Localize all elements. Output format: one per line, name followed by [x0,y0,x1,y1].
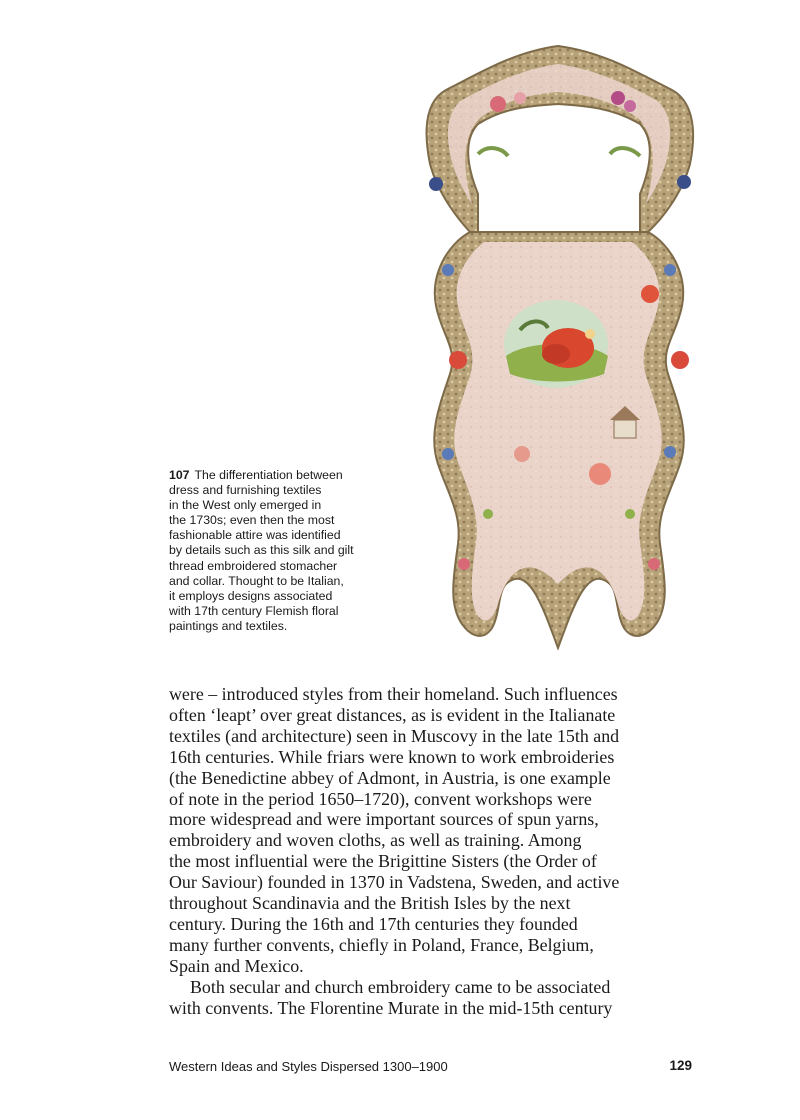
body-line: were – introduced styles from their homeland. Such influences [169,684,618,704]
body-line: of note in the period 1650–1720), convent workshops were [169,788,592,809]
body-line: 16th centuries. While friars were known to work embroideries [169,746,615,767]
caption-line: paintings and textiles. [169,618,288,633]
body-line: often ‘leapt’ over great distances, as is evident in the Italianate [169,704,616,725]
body-line: textiles (and architecture) seen in Muscovy in the late 15th and [169,725,620,746]
landscape-vignette [504,300,608,388]
body-line: embroidery and woven cloths, as well as training. Among [169,830,582,851]
body-line: many further convents, chiefly in Poland, France, Belgium, [169,934,594,955]
caption-line: the 1730s; even then the most [169,513,335,528]
caption-line: thread embroidered stomacher [169,558,338,573]
caption-line: and collar. Thought to be Italian, [169,573,344,588]
body-line: the most influential were the Brigittine Sisters (the Order of [169,851,597,872]
body-line: century. During the 16th and 17th centuries they founded [169,913,578,934]
body-line: throughout Scandinavia and the British Isles by the next [169,893,571,914]
caption-line: dress and furnishing textiles [169,483,322,498]
running-title: Western Ideas and Styles Dispersed 1300–1900 [169,1059,448,1074]
body-line: Our Saviour) founded in 1370 in Vadstena, Sweden, and active [169,872,620,893]
caption-line: 107 The differentiation between [169,468,343,482]
figure-caption [169,468,394,634]
stomacher-illustration [418,44,700,650]
body-line: more widespread and were important sources of spun yarns, [169,809,599,830]
page-number: 129 [669,1058,692,1073]
caption-line: by details such as this silk and gilt [169,543,354,558]
body-text [169,684,699,1019]
caption-line: it employs designs associated [169,588,333,603]
body-line: Spain and Mexico. [169,955,304,976]
caption-line: in the West only emerged in [169,498,322,513]
body-line: with convents. The Florentine Murate in the mid-15th century [169,997,613,1018]
body-line: Both secular and church embroidery came to be associated [190,976,611,997]
caption-line: fashionable attire was identified [169,528,341,543]
figure-number: 107 [169,468,190,482]
caption-line: with 17th century Flemish floral [169,603,339,618]
body-line: (the Benedictine abbey of Admont, in Austria, is one example [169,767,611,788]
